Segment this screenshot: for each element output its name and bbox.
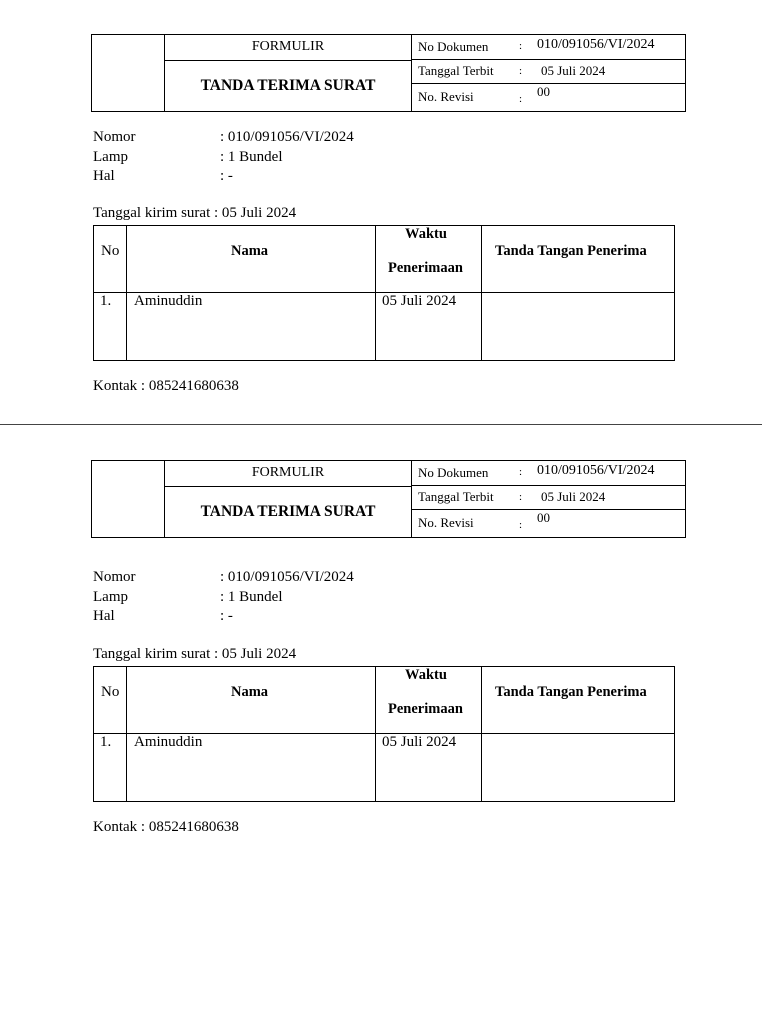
issue-date-label: Tanggal Terbit [418,63,494,78]
issue-date-row [412,486,685,510]
col-ttd-header: Tanda Tangan Penerima [495,684,647,700]
revision-value: 00 [537,510,550,525]
revision-colon: : [519,93,523,105]
row-waktu: 05 Juli 2024 [382,293,457,309]
row-no: 1. [100,293,112,309]
lamp-value: : 1 Bundel [220,589,283,605]
col-nama-header: Nama [231,243,269,259]
form-label: FORMULIR [165,35,412,61]
revision-row [412,510,685,537]
logo-cell [92,461,165,537]
col-ttd-header: Tanda Tangan Penerima [495,243,647,259]
col-nama-header: Nama [231,684,269,700]
contact-line: Kontak : 085241680638 [93,378,239,394]
issue-date-colon: : [519,65,523,77]
doc-number-colon: : [519,40,523,52]
col-waktu-header-line1: Waktu [405,667,447,683]
col-no-header: No [101,243,120,259]
row-waktu: 05 Juli 2024 [382,734,457,750]
revision-label: No. Revisi [418,515,474,530]
contact-line: Kontak : 085241680638 [93,819,239,835]
lamp-label: Lamp [93,589,128,605]
issue-date-label: Tanggal Terbit [418,489,494,504]
revision-label: No. Revisi [418,89,474,104]
send-date: Tanggal kirim surat : 05 Juli 2024 [93,646,297,662]
hal-label: Hal [93,608,115,624]
revision-value: 00 [537,84,550,99]
doc-number-value: 010/091056/VI/2024 [537,37,655,52]
col-waktu-header-line1: Waktu [405,226,447,242]
row-nama: Aminuddin [134,293,203,309]
hal-value: : - [220,608,233,624]
issue-date-value: 05 Juli 2024 [541,489,606,504]
doc-number-colon: : [519,466,523,478]
nomor-value: : 010/091056/VI/2024 [220,569,354,585]
col-waktu-header-line2: Penerimaan [388,701,463,717]
nomor-label: Nomor [93,129,136,145]
hal-label: Hal [93,168,115,184]
issue-date-colon: : [519,491,523,503]
lamp-label: Lamp [93,149,128,165]
cut-line-divider [0,424,762,425]
nomor-value: : 010/091056/VI/2024 [220,129,354,145]
form-title: TANDA TERIMA SURAT [165,487,412,537]
row-no: 1. [100,734,112,750]
receipt-table [93,666,675,802]
form-header-table [91,460,686,538]
revision-colon: : [519,519,523,531]
doc-number-label: No Dokumen [418,39,489,54]
lamp-value: : 1 Bundel [220,149,283,165]
nomor-label: Nomor [93,569,136,585]
send-date: Tanggal kirim surat : 05 Juli 2024 [93,205,297,221]
doc-number-row [412,461,685,486]
row-nama: Aminuddin [134,734,203,750]
hal-value: : - [220,168,233,184]
col-no-header: No [101,684,120,700]
form-label: FORMULIR [165,461,412,487]
doc-number-value: 010/091056/VI/2024 [537,463,655,478]
doc-number-label: No Dokumen [418,465,489,480]
issue-date-value: 05 Juli 2024 [541,63,606,78]
form-title: TANDA TERIMA SURAT [165,61,412,111]
col-waktu-header-line2: Penerimaan [388,260,463,276]
